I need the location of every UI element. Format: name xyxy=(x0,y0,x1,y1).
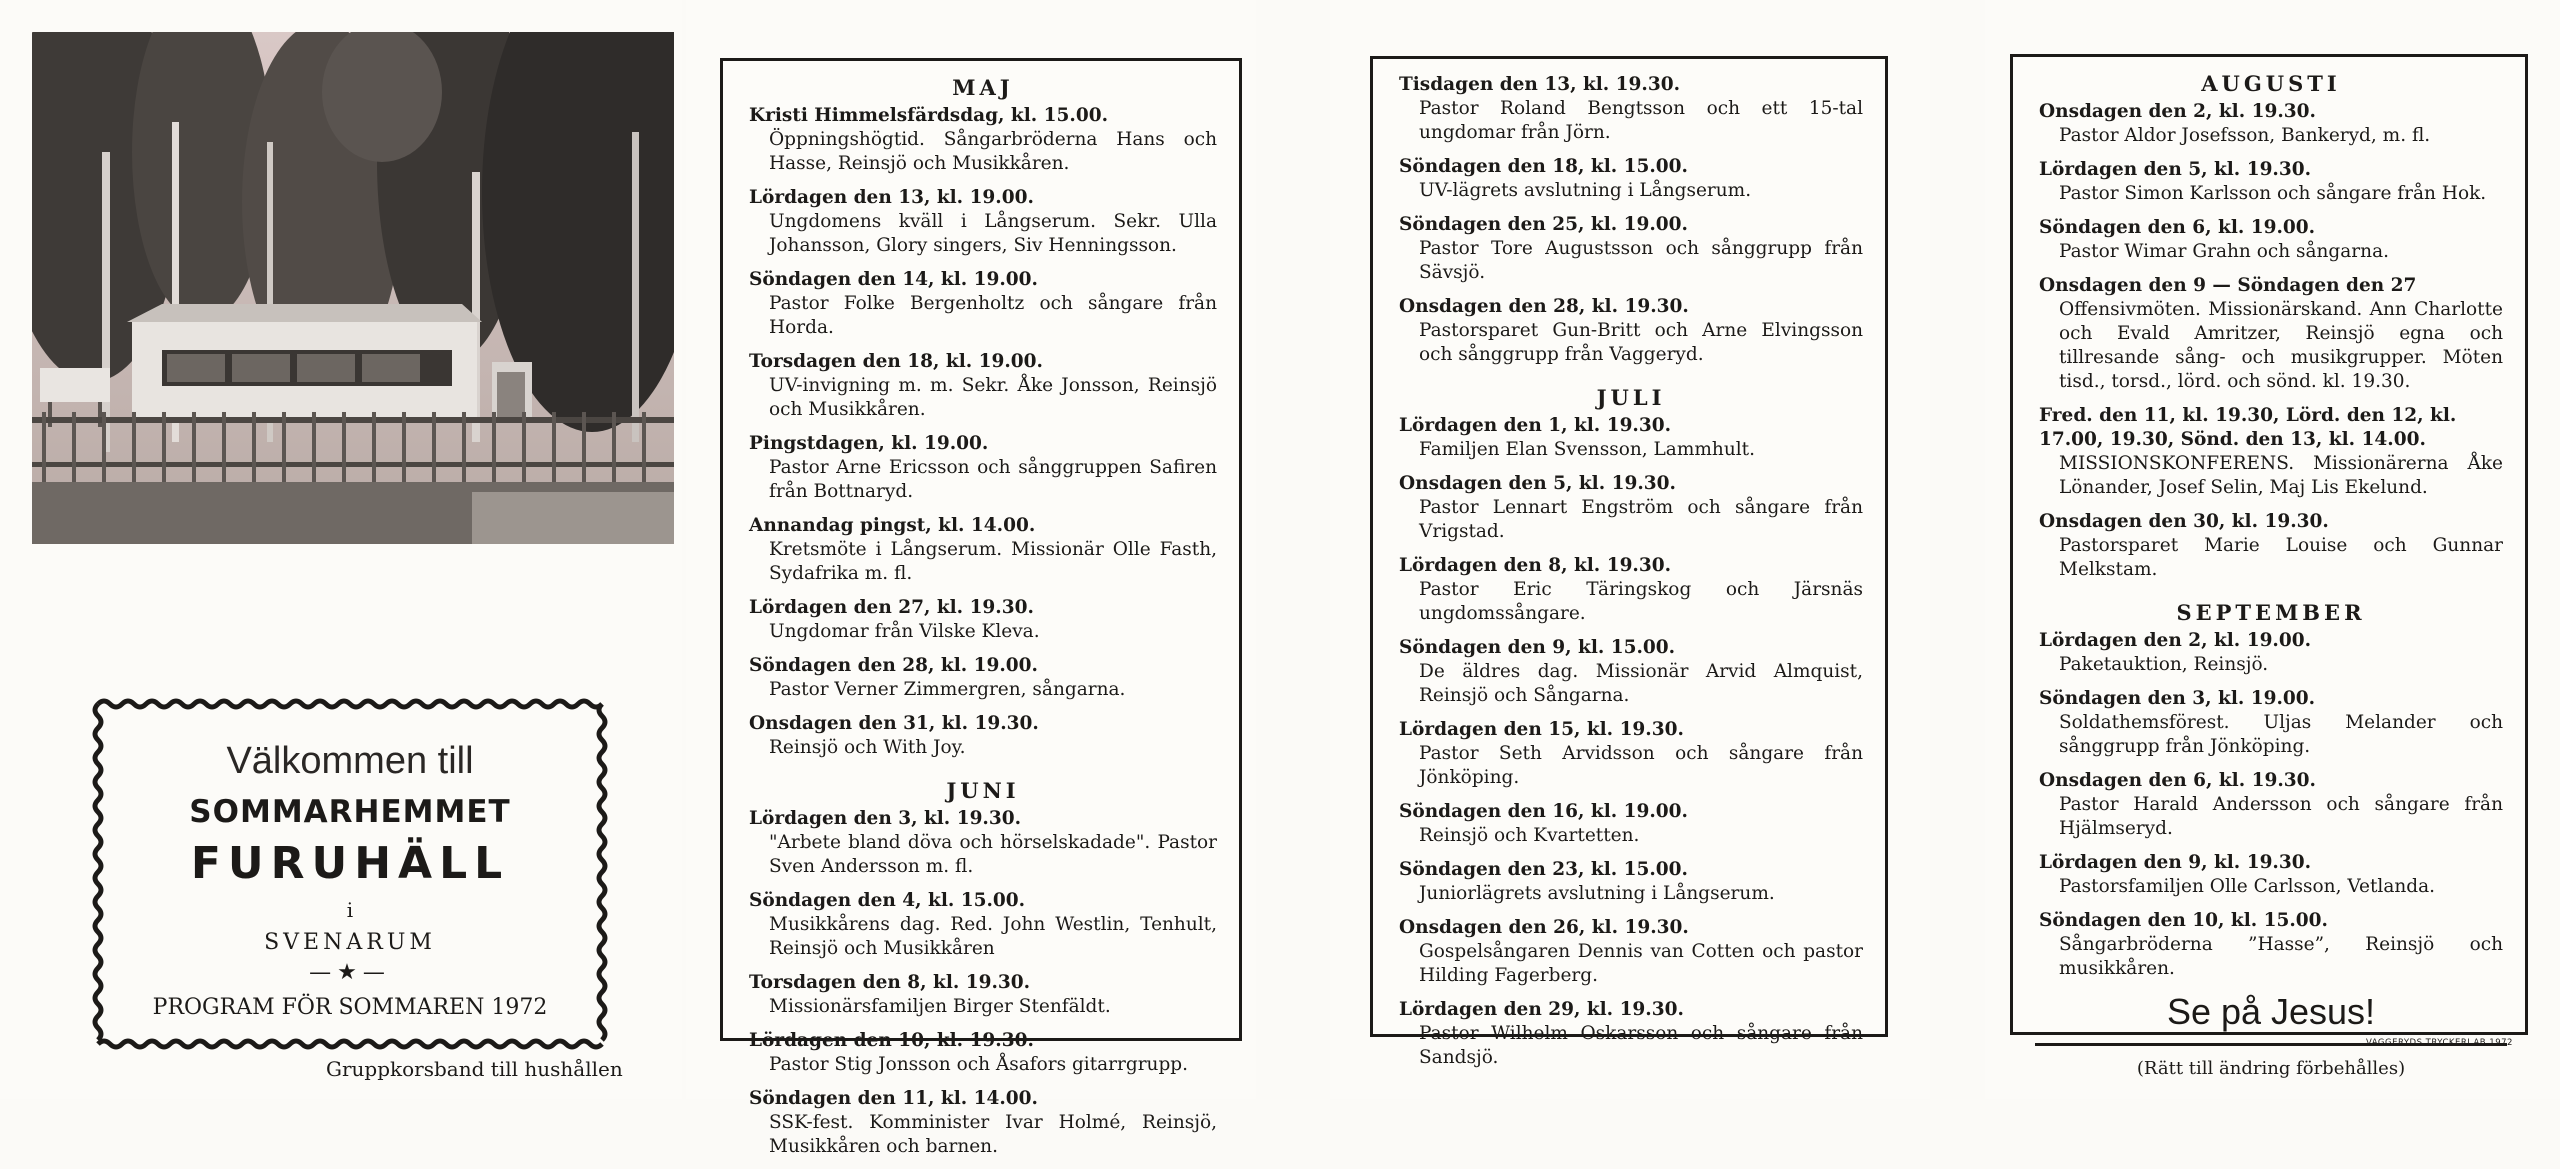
printer-imprint: VAGGERYDS TRYCKERI AB 1972 xyxy=(2366,1038,2513,1048)
entry-date: Pingstdagen, kl. 19.00. xyxy=(749,433,989,454)
entry-date: Lördagen den 3, kl. 19.30. xyxy=(749,808,1022,829)
entry-description: Pastor Roland Bengtsson och ett 15-tal ungdomar från Jörn. xyxy=(1419,98,1863,143)
entry-description: Pastor Tore Augustsson och sånggrupp från Sävsjö. xyxy=(1419,238,1863,283)
program-entry xyxy=(2039,216,2503,264)
program-entry xyxy=(2039,629,2503,677)
program-panel-june-july xyxy=(1370,56,1888,1068)
place-name: SVENARUM xyxy=(264,930,436,955)
month-heading: JUNI xyxy=(946,778,1020,803)
program-entry xyxy=(1399,718,1863,790)
entry-date: Söndagen den 16, kl. 19.00. xyxy=(1399,801,1688,822)
panel2-content xyxy=(1399,73,1863,1080)
program-panel-may-june xyxy=(720,58,1242,1157)
program-entry xyxy=(749,268,1217,340)
entry-description: Pastorsparet Gun-Britt och Arne Elvingsson och sånggrupp från Vaggeryd. xyxy=(1419,320,1863,365)
entry-description: Reinsjö och Kvartetten. xyxy=(1419,825,1640,846)
entry-date: Onsdagen den 30, kl. 19.30. xyxy=(2039,511,2329,532)
entry-date: Lördagen den 29, kl. 19.30. xyxy=(1399,999,1684,1020)
program-entry xyxy=(2039,100,2503,148)
program-entry xyxy=(749,186,1217,258)
entry-description: UV-lägrets avslutning i Långserum. xyxy=(1419,180,1752,201)
program-entry xyxy=(1399,554,1863,626)
entry-date: Lördagen den 5, kl. 19.30. xyxy=(2039,159,2312,180)
program-entry xyxy=(1399,213,1863,285)
entry-date: Lördagen den 15, kl. 19.30. xyxy=(1399,719,1684,740)
program-entry xyxy=(2039,510,2503,582)
entry-description: Pastor Aldor Josefsson, Bankeryd, m. fl. xyxy=(2059,125,2431,146)
entry-description: Gospelsångaren Dennis van Cotten och pastor Hilding Fagerberg. xyxy=(1419,941,1863,986)
entry-description: SSK-fest. Komminister Ivar Holmé, Reinsjö, Musikkåren och barnen. xyxy=(769,1112,1217,1157)
program-entry xyxy=(749,596,1217,644)
mailing-note: Gruppkorsband till hushållen xyxy=(326,1057,623,1081)
month-heading: SEPTEMBER xyxy=(2176,600,2366,625)
program-entry xyxy=(749,712,1217,760)
entry-description: Kretsmöte i Långserum. Missionär Olle Fasth, Sydafrika m. fl. xyxy=(769,539,1217,584)
closing-slogan: Se på Jesus! xyxy=(2166,991,2376,1032)
entry-description: Pastor Seth Arvidsson och sångare från Jönköping. xyxy=(1419,743,1863,788)
program-entry xyxy=(749,807,1217,879)
entry-date: Söndagen den 10, kl. 15.00. xyxy=(2039,910,2328,931)
program-entry xyxy=(1399,916,1863,988)
entry-date: Lördagen den 13, kl. 19.00. xyxy=(749,187,1034,208)
program-entry xyxy=(1399,414,1863,462)
program-entry xyxy=(1399,472,1863,544)
entry-description: Missionärsfamiljen Birger Stenfäldt. xyxy=(769,996,1111,1017)
entry-date: Onsdagen den 28, kl. 19.30. xyxy=(1399,296,1689,317)
entry-date: Söndagen den 18, kl. 15.00. xyxy=(1399,156,1688,177)
entry-date: Söndagen den 11, kl. 14.00. xyxy=(749,1088,1038,1109)
program-entry xyxy=(2039,851,2503,899)
entry-date: Lördagen den 9, kl. 19.30. xyxy=(2039,852,2312,873)
entry-date: Kristi Himmelsfärdsdag, kl. 15.00. xyxy=(749,105,1109,126)
program-entry xyxy=(2039,274,2503,394)
entry-date: Lördagen den 1, kl. 19.30. xyxy=(1399,415,1672,436)
program-entry xyxy=(1399,295,1863,367)
reservation-note: (Rätt till ändring förbehålles) xyxy=(2136,1058,2406,1079)
entry-description: Pastor Eric Täringskog och Järsnäs ungdomssångare. xyxy=(1419,579,1863,624)
program-entry xyxy=(2039,404,2503,500)
program-entry xyxy=(1399,858,1863,906)
program-entry xyxy=(749,104,1217,176)
entry-date: Söndagen den 4, kl. 15.00. xyxy=(749,890,1026,911)
entry-description: Pastorsfamiljen Olle Carlsson, Vetlanda. xyxy=(2059,876,2436,897)
entry-description: Ungdomens kväll i Långserum. Sekr. Ulla Johansson, Glory singers, Siv Henningsson. xyxy=(769,211,1217,256)
entry-description: Ungdomar från Vilske Kleva. xyxy=(769,621,1040,642)
entry-date: Torsdagen den 18, kl. 19.00. xyxy=(749,351,1043,372)
entry-description: Öppningshögtid. Sångarbröderna Hans och Hasse, Reinsjö och Musikkåren. xyxy=(769,129,1217,174)
entry-description: Pastor Lennart Engström och sångare från Vrigstad. xyxy=(1419,497,1863,542)
entry-date: Lördagen den 2, kl. 19.00. xyxy=(2039,630,2312,651)
entry-description: Pastor Folke Bergenholtz och sångare från Horda. xyxy=(769,293,1217,338)
entry-date: Onsdagen den 2, kl. 19.30. xyxy=(2039,101,2316,122)
month-heading: AUGUSTI xyxy=(2201,71,2341,96)
entry-description: Familjen Elan Svensson, Lammhult. xyxy=(1419,439,1755,460)
entry-date: Fred. den 11, kl. 19.30, Lörd. den 12, kl. 17.00, 19.30, Sönd. den 13, kl. 14.00. xyxy=(2039,405,2457,450)
entry-date: Söndagen den 9, kl. 15.00. xyxy=(1399,637,1676,658)
program-entry xyxy=(2039,158,2503,206)
month-heading: MAJ xyxy=(952,75,1014,100)
cover-photo-summer-home xyxy=(32,32,674,544)
welcome-preposition: i xyxy=(346,898,354,922)
entry-date: Lördagen den 8, kl. 19.30. xyxy=(1399,555,1672,576)
entry-description: Sångarbröderna ”Hasse”, Reinsjö och musikkåren. xyxy=(2059,934,2503,979)
entry-date: Onsdagen den 6, kl. 19.30. xyxy=(2039,770,2316,791)
entry-description: Pastor Simon Karlsson och sångare från Hok. xyxy=(2059,183,2487,204)
entry-description: De äldres dag. Missionär Arvid Almquist, Reinsjö och Sångarna. xyxy=(1419,661,1863,706)
entry-description: MISSIONSKONFERENS. Missionärerna Åke Lönander, Josef Selin, Maj Lis Ekelund. xyxy=(2059,453,2503,498)
panel1-content xyxy=(749,75,1217,1169)
entry-description: Pastor Verner Zimmergren, sångarna. xyxy=(769,679,1126,700)
entry-description: Soldathemsförest. Uljas Melander och sånggrupp från Jönköping. xyxy=(2059,712,2503,757)
entry-description: Juniorlägrets avslutning i Långserum. xyxy=(1419,883,1775,904)
entry-date: Söndagen den 6, kl. 19.00. xyxy=(2039,217,2316,238)
program-entry xyxy=(1399,998,1863,1070)
program-entry xyxy=(2039,909,2503,981)
entry-description: Reinsjö och With Joy. xyxy=(769,737,966,758)
entry-description: Pastor Stig Jonsson och Åsafors gitarrgrupp. xyxy=(769,1054,1189,1075)
star-ornament: —★— xyxy=(309,960,391,985)
program-entry xyxy=(749,432,1217,504)
program-entry xyxy=(749,1087,1217,1159)
program-entry xyxy=(749,889,1217,961)
welcome-text: Välkommen till xyxy=(226,740,474,782)
entry-date: Tisdagen den 13, kl. 19.30. xyxy=(1399,74,1681,95)
entry-description: Offensivmöten. Missionärskand. Ann Charlotte och Evald Amritzer, Reinsjö egna och tillresande sång- och musikgrupper. Möten tisd., torsd., lörd. och sönd. kl. 19.30. xyxy=(2059,299,2503,392)
entry-date: Torsdagen den 8, kl. 19.30. xyxy=(749,972,1031,993)
program-entry xyxy=(749,1029,1217,1077)
program-title: PROGRAM FÖR SOMMAREN 1972 xyxy=(152,995,548,1020)
program-entry xyxy=(1399,155,1863,203)
program-entry xyxy=(2039,687,2503,759)
program-entry xyxy=(749,654,1217,702)
entry-description: Pastor Wimar Grahn och sångarna. xyxy=(2059,241,2389,262)
entry-date: Onsdagen den 9 — Söndagen den 27 xyxy=(2039,275,2417,296)
program-entry xyxy=(1399,73,1863,145)
entry-description: Pastor Arne Ericsson och sånggruppen Safiren från Bottnaryd. xyxy=(769,457,1217,502)
month-heading: JULI xyxy=(1596,385,1666,410)
entry-date: Söndagen den 23, kl. 15.00. xyxy=(1399,859,1688,880)
entry-date: Söndagen den 28, kl. 19.00. xyxy=(749,655,1038,676)
program-entry xyxy=(1399,636,1863,708)
entry-date: Söndagen den 3, kl. 19.00. xyxy=(2039,688,2316,709)
entry-description: "Arbete bland döva och hörselskadade". Pastor Sven Andersson m. fl. xyxy=(769,832,1217,877)
entry-date: Lördagen den 27, kl. 19.30. xyxy=(749,597,1034,618)
program-entry xyxy=(749,514,1217,586)
program-entry xyxy=(2039,769,2503,841)
entry-description: Pastor Harald Andersson och sångare från Hjälmseryd. xyxy=(2059,794,2503,839)
panel3-content xyxy=(2039,71,2503,1079)
program-entry xyxy=(749,971,1217,1019)
entry-date: Annandag pingst, kl. 14.00. xyxy=(749,515,1036,536)
entry-date: Söndagen den 25, kl. 19.00. xyxy=(1399,214,1688,235)
entry-description: Pastorsparet Marie Louise och Gunnar Melkstam. xyxy=(2059,535,2503,580)
entry-description: Musikkårens dag. Red. John Westlin, Tenhult, Reinsjö och Musikkåren xyxy=(769,914,1217,959)
entry-date: Onsdagen den 5, kl. 19.30. xyxy=(1399,473,1676,494)
entry-date: Lördagen den 10, kl. 19.30. xyxy=(749,1030,1034,1051)
entry-description: Pastor Wilhelm Oskarsson och sångare från Sandsjö. xyxy=(1419,1023,1863,1068)
program-entry xyxy=(1399,800,1863,848)
entry-description: UV-invigning m. m. Sekr. Åke Jonsson, Reinsjö och Musikkåren. xyxy=(769,375,1217,420)
entry-date: Söndagen den 14, kl. 19.00. xyxy=(749,269,1038,290)
furuhall-title: FURUHÄLL xyxy=(190,838,510,889)
entry-date: Onsdagen den 26, kl. 19.30. xyxy=(1399,917,1689,938)
entry-date: Onsdagen den 31, kl. 19.30. xyxy=(749,713,1039,734)
summer-home-title: SOMMARHEMMET xyxy=(189,794,511,830)
welcome-box xyxy=(92,698,608,1050)
entry-description: Paketauktion, Reinsjö. xyxy=(2059,654,2269,675)
program-entry xyxy=(749,350,1217,422)
